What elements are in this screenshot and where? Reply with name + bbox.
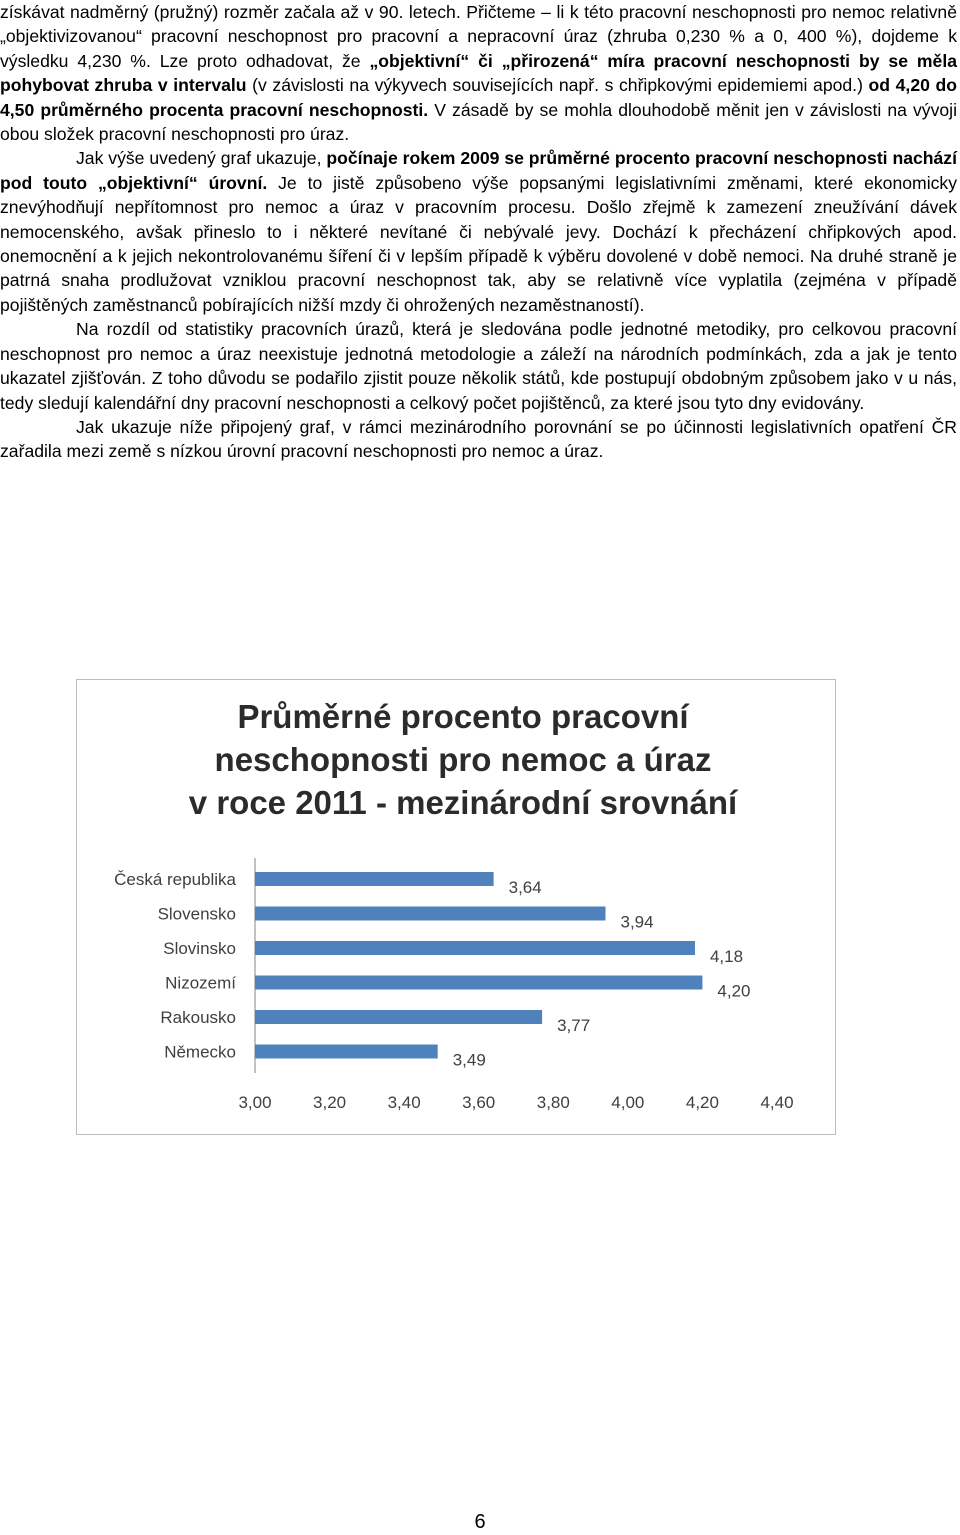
category-label: Nizozemí xyxy=(165,973,236,993)
category-label: Rakousko xyxy=(160,1008,236,1027)
data-label: 4,18 xyxy=(709,947,744,966)
chart-title-line: v roce 2011 - mezinárodní srovnání xyxy=(188,784,738,821)
data-label: 3,94 xyxy=(620,912,654,932)
paragraph xyxy=(0,317,957,415)
text-run: Je to jistě způsobeno výše popsanými legislativními změnami, které ekonomicky znevýhodňují nepřítomnost pro nemoc a úraz v pracovním procesu. Došlo zřejmě k zamezení zneužívání dávek nemocenského, avšak přineslo to i některé nevítané či nebývalé jevy. Dochází k přecházení chřipkových apod. onemocnění a k jejich nekontrolovanému šíření či v lepším případě k výběru dovolené v době nemoci. Na druhé straně je patrná snaha prodlužovat vzniklou pracovní neschopnost tak, aby se relativně více vyplatila (zejména v případě pojištěných zaměstnanců pobírajících nižší mzdy či ohrožených nezaměstnaností). xyxy=(0,172,957,315)
bar xyxy=(255,941,695,955)
bar-chart xyxy=(77,680,835,1134)
bar xyxy=(255,976,702,990)
x-tick-label: 3,80 xyxy=(536,1093,570,1112)
bar xyxy=(255,872,494,886)
category-label: Německo xyxy=(164,1042,236,1062)
data-label: 4,20 xyxy=(717,981,751,1001)
chart-container xyxy=(76,679,836,1135)
bold-text-run: počínaje rokem 2009 se průměrné procento pracovní neschopnosti nachází pod touto „objektivní“ úrovní. xyxy=(0,148,957,193)
body-text xyxy=(0,0,957,464)
bar xyxy=(255,1045,438,1059)
category-label: Slovensko xyxy=(157,904,236,924)
bold-text-run: od 4,20 do 4,50 průměrného procenta pracovní neschopnosti. xyxy=(0,75,957,120)
x-tick-label: 3,60 xyxy=(462,1093,496,1112)
text-run: získávat nadměrný (pružný) rozměr začala až v 90. letech. Přičteme – li k této pracovní neschopnosti pro nemoc relativně „objektivizovanou“ pracovní neschopnost pro pracovní a nepracovní úraz (zhruba 0,230 % a 0, 400 %), dojdeme k výsledku 4,230 %. Lze proto odhadovat, že xyxy=(0,2,957,71)
x-tick-label: 3,00 xyxy=(238,1093,272,1112)
text-run: V zásadě by se mohla dlouhodobě měnit jen v závislosti na vývoji obou složek pracovní neschopnosti pro úraz. xyxy=(0,99,957,145)
x-tick-label: 4,40 xyxy=(760,1093,794,1112)
text-run: Na rozdíl od statistiky pracovních úrazů, která je sledována podle jednotné metodiky, pro celkovou pracovní neschopnost pro nemoc a úraz neexistuje jednotná metodologie a záleží na národních podmínkách, zda a jak je tento ukazatel zjišťován. Z toho důvodu se podařilo zjistit pouze několik států, kde postupují obdobným způsobem jako v u nás, tedy sledují kalendářní dny pracovní neschopnosti a celkový počet pojištěnců, za které jsou tyto dny evidovány. xyxy=(0,319,957,413)
paragraph xyxy=(0,415,957,464)
text-run: Jak výše uvedený graf ukazuje, xyxy=(76,148,327,169)
text-run: (v závislosti na výkyvech souvisejících např. s chřipkovými epidemiemi apod.) xyxy=(246,75,869,96)
x-tick-label: 3,20 xyxy=(313,1093,347,1112)
text-run: Jak ukazuje níže připojený graf, v rámci mezinárodního porovnání se po účinnosti legislativních opatření ČR zařadila mezi země s nízkou úrovní pracovní neschopnosti pro nemoc a úraz. xyxy=(0,416,957,462)
bold-text-run: „objektivní“ či „přirozená“ míra pracovní neschopnosti by se měla pohybovat zhruba v intervalu xyxy=(0,50,958,96)
paragraph xyxy=(0,146,957,317)
paragraph xyxy=(0,0,957,146)
x-tick-label: 4,20 xyxy=(685,1093,719,1112)
data-label: 3,49 xyxy=(452,1050,486,1070)
x-tick-label: 3,40 xyxy=(387,1093,421,1112)
category-label: Slovinsko xyxy=(163,939,236,958)
chart-title-line: neschopnosti pro nemoc a úraz xyxy=(214,741,712,778)
data-label: 3,77 xyxy=(557,1016,591,1035)
category-label: Česká republika xyxy=(114,870,236,889)
data-label: 3,64 xyxy=(508,878,542,897)
chart-title-line: Průměrné procento pracovní xyxy=(237,698,689,735)
bar xyxy=(255,907,605,921)
x-tick-label: 4,00 xyxy=(611,1093,645,1112)
bar xyxy=(255,1010,542,1024)
page-number: 6 xyxy=(474,1511,486,1533)
